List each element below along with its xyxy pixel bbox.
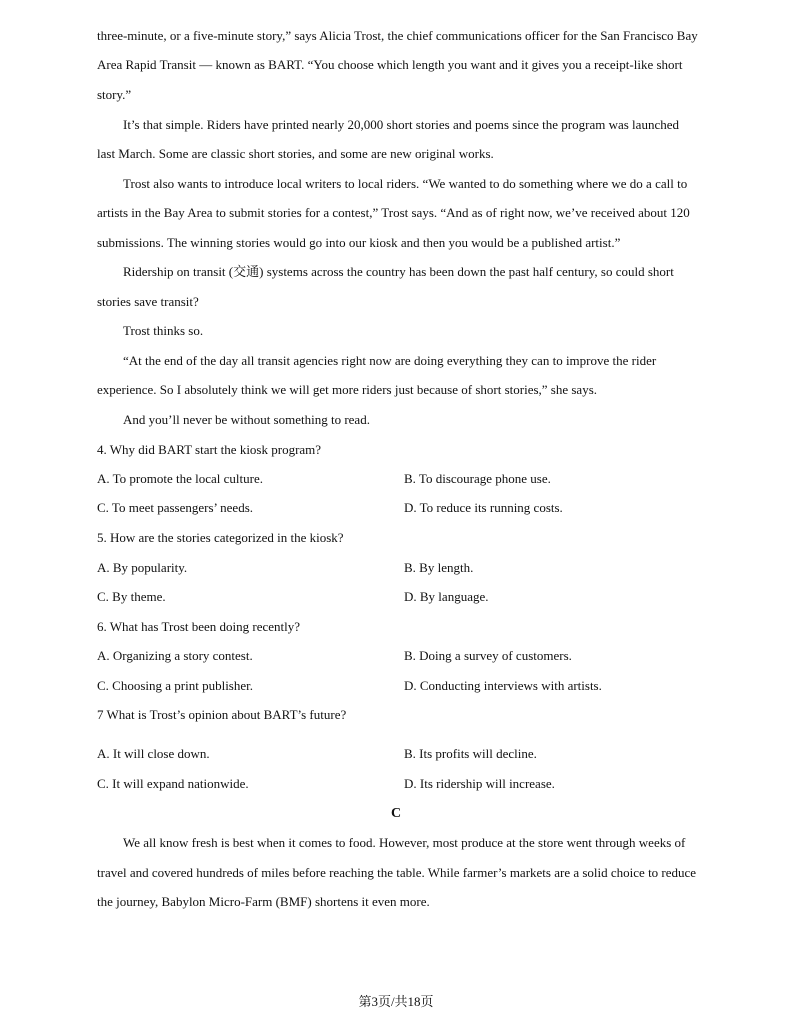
passage-line: last March. Some are classic short stories, and some are new original works. xyxy=(97,146,494,161)
passage-line: experience. So I absolutely think we will get more riders just because of short stories,” she says. xyxy=(97,382,598,397)
passage-line: Area Rapid Transit — known as BART. “You choose which length you want and it gives you a receipt-like short xyxy=(97,57,683,72)
option-a[interactable]: A. By popularity. xyxy=(97,560,188,575)
passage-line: three-minute, or a five-minute story,” says Alicia Trost, the chief communications officer for the San Francisco Bay xyxy=(97,28,698,43)
passage-line: It’s that simple. Riders have printed nearly 20,000 short stories and poems since the program was launched xyxy=(123,117,679,132)
passage-line: stories save transit? xyxy=(97,294,199,309)
passage-line: Ridership on transit (交通) systems across the country has been down the past half century, so could short xyxy=(123,264,674,279)
passage-line: Trost thinks so. xyxy=(123,323,204,338)
passage-line: We all know fresh is best when it comes to food. However, most produce at the store went through weeks of xyxy=(123,835,686,850)
passage-line: Trost also wants to introduce local writers to local riders. “We wanted to do something where we do a call to xyxy=(123,176,688,191)
passage-line: submissions. The winning stories would go into our kiosk and then you would be a published artist.” xyxy=(97,235,621,250)
option-d[interactable]: D. To reduce its running costs. xyxy=(404,500,563,515)
passage-line: artists in the Bay Area to submit stories for a contest,” Trost says. “And as of right now, we’ve received about 120 xyxy=(97,205,690,220)
option-b[interactable]: B. Its profits will decline. xyxy=(404,746,537,761)
option-c[interactable]: C. It will expand nationwide. xyxy=(97,776,249,791)
question-stem: 6. What has Trost been doing recently? xyxy=(97,619,301,634)
option-d[interactable]: D. Conducting interviews with artists. xyxy=(404,678,602,693)
option-b[interactable]: B. Doing a survey of customers. xyxy=(404,648,572,663)
option-c[interactable]: C. By theme. xyxy=(97,589,166,604)
passage-line: “At the end of the day all transit agencies right now are doing everything they can to improve the rider xyxy=(123,353,657,368)
option-a[interactable]: A. It will close down. xyxy=(97,746,210,761)
option-b[interactable]: B. By length. xyxy=(404,560,474,575)
option-d[interactable]: D. By language. xyxy=(404,589,489,604)
option-d[interactable]: D. Its ridership will increase. xyxy=(404,776,555,791)
option-c[interactable]: C. Choosing a print publisher. xyxy=(97,678,253,693)
passage-line: travel and covered hundreds of miles before reaching the table. While farmer’s markets are a solid choice to reduce xyxy=(97,865,697,880)
section-title: C xyxy=(390,806,402,821)
page-number: 第3页/共18页 xyxy=(358,994,434,1009)
option-c[interactable]: C. To meet passengers’ needs. xyxy=(97,500,254,515)
option-a[interactable]: A. To promote the local culture. xyxy=(97,471,263,486)
passage-line: And you’ll never be without something to read. xyxy=(123,412,370,427)
question-stem: 4. Why did BART start the kiosk program? xyxy=(97,442,322,457)
option-b[interactable]: B. To discourage phone use. xyxy=(404,471,551,486)
question-stem: 5. How are the stories categorized in the kiosk? xyxy=(97,530,344,545)
option-a[interactable]: A. Organizing a story contest. xyxy=(97,648,253,663)
question-stem: 7 What is Trost’s opinion about BART’s future? xyxy=(97,707,347,722)
passage-line: the journey, Babylon Micro-Farm (BMF) shortens it even more. xyxy=(97,894,430,909)
passage-line: story.” xyxy=(97,87,132,102)
